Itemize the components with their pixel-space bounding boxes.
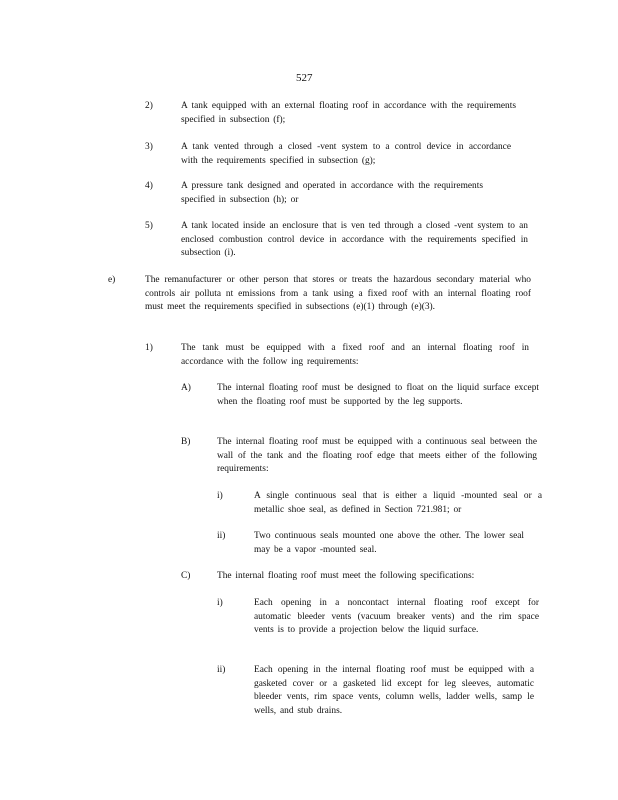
item-text: The internal floating roof must be designed to float on the liquid surface except when the floating roof must be supported by the leg supports. xyxy=(217,383,539,407)
item-label: B) xyxy=(181,437,191,447)
item-label: i) xyxy=(217,491,223,501)
item-text: The internal floating roof must be equipped with a continuous seal between the wall of the tank and the floating roof edge that meets either of the following requirements: xyxy=(217,437,537,475)
item-text: A tank equipped with an external floating roof in accordance with the requirements specified in subsection (f); xyxy=(181,101,516,125)
item-text: The internal floating roof must meet the following specifications: xyxy=(217,571,475,581)
item-label: ii) xyxy=(217,665,226,675)
item-label: 5) xyxy=(145,221,153,231)
item-text: A single continuous seal that is either a liquid -mounted seal or a metallic shoe seal, as defined in Section 721.981; or xyxy=(254,491,542,515)
page-number: 527 xyxy=(296,72,313,84)
item-label: 4) xyxy=(145,181,153,191)
item-text: Two continuous seals mounted one above the other. The lower seal may be a vapor -mounted seal. xyxy=(254,531,524,555)
item-text: Each opening in a noncontact internal floating roof except for automatic bleeder vents (vacuum breaker vents) and the rim space vents is to provide a projection below the liquid surface. xyxy=(254,598,539,636)
item-text: The tank must be equipped with a fixed roof and an internal floating roof in accordance with the follow ing requirements: xyxy=(181,343,529,367)
item-text: Each opening in the internal floating roof must be equipped with a gasketed cover or a gasketed lid except for leg sleeves, automatic bleeder vents, rim space vents, column wells, ladder wells, samp le wells, and stub drains. xyxy=(254,665,534,716)
item-text: The remanufacturer or other person that stores or treats the hazardous secondary material who controls air polluta nt emissions from a tank using a fixed roof with an internal floating roof must meet the requirements specified in subsections (e)(1) through (e)(3). xyxy=(145,275,531,313)
item-label: 1) xyxy=(145,343,153,353)
item-label: A) xyxy=(181,383,191,393)
item-text: A pressure tank designed and operated in accordance with the requirements specified in subsection (h); or xyxy=(181,181,483,205)
item-text: A tank located inside an enclosure that is ven ted through a closed -vent system to an enclosed combustion control device in accordance with the requirements specified in subsection (i). xyxy=(181,221,528,259)
item-text: A tank vented through a closed -vent system to a control device in accordance with the requirements specified in subsection (g); xyxy=(181,142,511,166)
item-label: 3) xyxy=(145,142,153,152)
item-label: 2) xyxy=(145,101,153,111)
item-label: e) xyxy=(108,275,116,285)
item-label: ii) xyxy=(217,531,226,541)
item-label: i) xyxy=(217,598,223,608)
item-label: C) xyxy=(181,571,191,581)
